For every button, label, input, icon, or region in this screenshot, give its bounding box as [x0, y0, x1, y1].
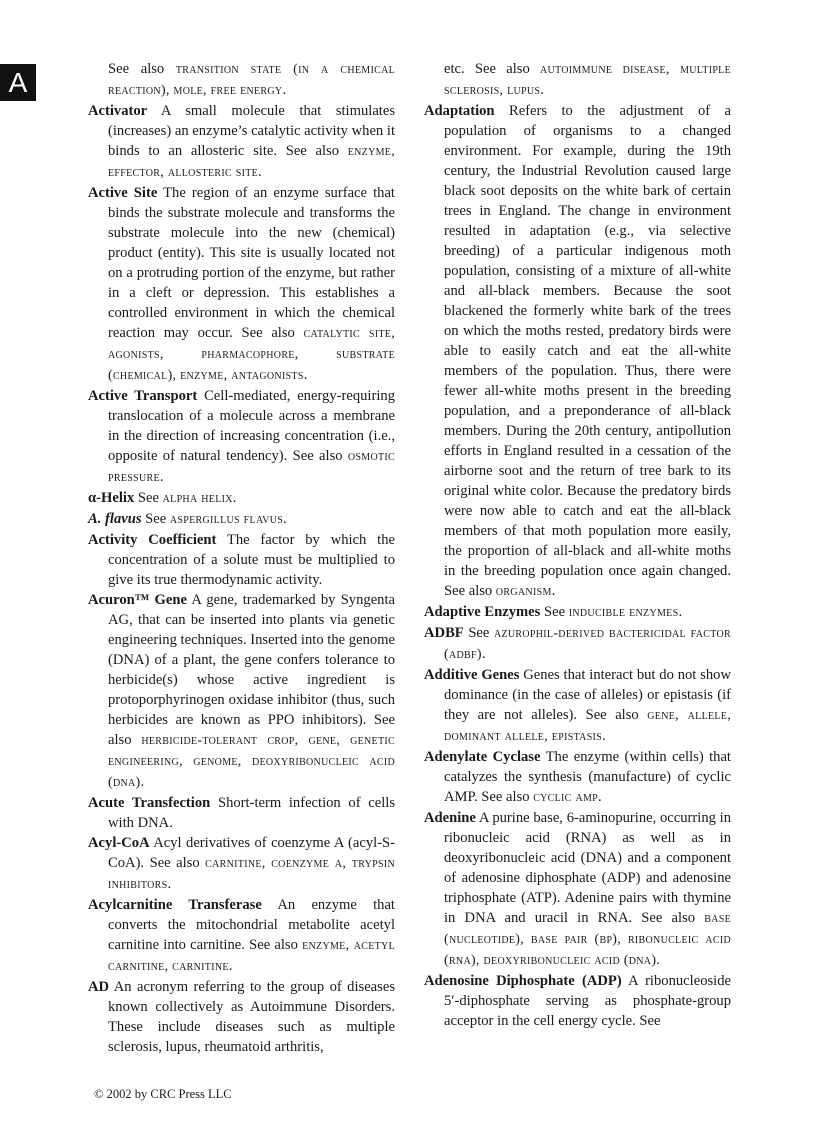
left-column [88, 59, 395, 1057]
entry-term: Adenylate Cyclase [424, 749, 541, 765]
entry-end-punctuation: . [232, 490, 237, 506]
entry-term: Adaptation [424, 103, 495, 119]
dictionary-entry [424, 971, 731, 1031]
dictionary-entry [88, 793, 395, 833]
entry-term: Additive Genes [424, 667, 520, 683]
cross-reference: autoimmune disease, multiple sclerosis, lupus [444, 62, 731, 98]
entry-end-punctuation: . [602, 728, 606, 744]
entry-term: Adaptive Enzymes [424, 604, 541, 620]
entry-term: Active Site [88, 185, 158, 201]
entry-term: A. flavus [88, 511, 142, 527]
entry-definition: etc. See also [444, 61, 540, 77]
right-column [424, 59, 731, 1031]
dictionary-entry [88, 530, 395, 590]
entry-end-punctuation: . [598, 789, 602, 805]
cross-reference: enzyme, effector, allosteric site [108, 144, 395, 180]
entry-definition: See [145, 511, 170, 527]
cross-reference: enzyme, acetyl carnitine, carnitine [108, 938, 395, 974]
cross-reference: azurophil-derived bactericidal factor (adbf) [444, 626, 731, 662]
entry-term: Adenosine Diphosphate (ADP) [424, 973, 622, 989]
entry-term: AD [88, 979, 110, 995]
entry-definition: Acyl derivatives of coenzyme A (acyl-S-CoA). See also [108, 835, 396, 871]
entry-definition: Cell-mediated, energy-requiring translocation of a molecule across a membrane in the direction of increasing concentration (i.e., opposite of natural tendency). See also [108, 388, 395, 464]
entry-definition: A small molecule that stimulates (increases) an enzyme’s catalytic activity when it binds to an allosteric site. See also [108, 103, 396, 159]
entry-continuation [88, 59, 395, 101]
entry-definition: Short-term infection of cells with DNA. [108, 795, 395, 831]
cross-reference: aspergillus flavus [169, 512, 284, 527]
entry-definition: See [137, 490, 163, 506]
cross-reference: base (nucleotide), base pair (bp), ribonucleic acid (rna), deoxyribonucleic acid (dna) [444, 911, 731, 968]
cross-reference: osmotic pressure [108, 449, 395, 485]
entry-definition: A gene, trademarked by Syngenta AG, that can be inserted into plants via genetic engineering techniques. Inserted into the genome (DNA) of a plant, the gene confers tolerance to herbicide(s) whose active ingredient is protoporphyrinogen oxidase inhibitor (thus, such herbicides are known as PPO inhibitors). See also [108, 592, 396, 748]
dictionary-entry [424, 101, 731, 602]
dictionary-entry [88, 590, 395, 793]
entry-end-punctuation: . [656, 952, 660, 968]
entry-end-punctuation: . [258, 164, 262, 180]
section-letter-tab: A [0, 64, 36, 101]
dictionary-entry [88, 509, 395, 530]
entry-term: ADBF [424, 625, 464, 641]
dictionary-entry [424, 665, 731, 747]
copyright-footer: © 2002 by CRC Press LLC [94, 1087, 232, 1101]
dictionary-entry [88, 833, 395, 895]
cross-reference: alpha helix [162, 491, 233, 506]
entry-definition: Genes that interact but do not show dominance (in the case of alleles) or epistasis (if they are not alleles). See also [444, 667, 731, 723]
cross-reference: transition state (in a chemical reaction), mole, free energy [108, 62, 395, 98]
entry-definition: An enzyme that converts the mitochondrial metabolite acetyl carnitine into carnitine. See also [108, 897, 395, 953]
entry-end-punctuation: . [540, 82, 544, 98]
entry-end-punctuation: . [282, 82, 287, 98]
dictionary-entry [88, 101, 395, 183]
entry-term: Activity Coefficient [88, 532, 217, 548]
dictionary-entry [88, 183, 395, 386]
cross-reference: cyclic amp [533, 790, 599, 805]
dictionary-entry [424, 602, 731, 623]
entry-term: α-Helix [88, 490, 135, 506]
entry-definition: See [544, 604, 569, 620]
cross-reference: herbicide-tolerant crop, gene, genetic engineering, genome, deoxyribonucleic acid (dna) [108, 733, 395, 790]
entry-term: Acylcarnitine Transferase [88, 897, 262, 913]
entry-definition: The region of an enzyme surface that binds the substrate molecule and transforms the substrate molecule into the new (chemical) product (entity). This site is usually located not on a protruding portion of the enzyme, but rather in a cleft or depression. This establishes a controlled environment in which the chemical reaction may occur. See also [108, 185, 395, 341]
entry-end-punctuation: . [678, 604, 683, 620]
entry-end-punctuation: . [228, 958, 233, 974]
cross-reference: inducible enzymes [568, 605, 679, 620]
entry-end-punctuation: . [303, 367, 308, 383]
cross-reference: carnitine, coenzyme a, trypsin inhibitors [108, 856, 396, 892]
entry-end-punctuation: . [159, 469, 164, 485]
dictionary-entry [424, 808, 731, 971]
entry-definition: An acronym referring to the group of diseases known collectively as Autoimmune Disorders. These include diseases such as multiple sclerosis, lupus, rheumatoid arthritis, [108, 979, 395, 1055]
dictionary-entry [424, 747, 731, 808]
entry-end-punctuation: . [140, 774, 145, 790]
dictionary-entry [88, 895, 395, 977]
entry-definition: The factor by which the concentration of a solute must be multiplied to give its true thermodynamic activity. [108, 532, 395, 588]
entry-term: Activator [88, 103, 148, 119]
dictionary-entry [88, 488, 395, 509]
entry-term: Acuron™ Gene [88, 592, 187, 608]
dictionary-entry [88, 386, 395, 488]
cross-reference: catalytic site, agonists, pharmacophore, substrate (chemical), enzyme, antagonists [108, 326, 395, 383]
entry-end-punctuation: . [167, 876, 172, 892]
entry-end-punctuation: . [551, 583, 556, 599]
entry-term: Adenine [424, 810, 476, 826]
dictionary-entry [424, 623, 731, 665]
entry-definition: Refers to the adjustment of a population of organisms to a changed environment. For example, during the 19th century, the Industrial Revolution caused large black soot deposits on the white bark of certain trees in England. The change in environment resulted in adaptation (e.g., via selective breeding) of a particular indigenous moth population, consisting of a mixture of all-white and all-black members. Because the soot blackened the formerly white bark of the trees on which the moths rested, predatory birds were able to easily catch and eat the all-white members of the population. Thus, there were fewer all-white moths present in the breeding population, and a preponderance of all-black members. During the 20th century, antipollution efforts in England resulted in a cessation of the airborne soot and the return of tree bark to its original white color. Because the predatory birds were now able to catch and eat the all-black members of that moth population more easily, the proportion of all-black and all-white moths in the breeding population once again changed. See also [444, 103, 731, 599]
entry-definition: See [468, 625, 494, 641]
entry-term: Active Transport [88, 388, 198, 404]
dictionary-entry [88, 977, 395, 1057]
cross-reference: organism [495, 584, 552, 599]
cross-reference: gene, allele, dominant allele, epistasis [444, 708, 732, 744]
entry-definition: A purine base, 6-aminopurine, occurring in ribonucleic acid (RNA) as well as in deoxyribonucleic acid (DNA) and a component of adenosine diphosphate (ADP) and adenosine triphosphate (ATP). Adenine pairs with thymine in DNA and uracil in RNA. See also [444, 810, 732, 926]
entry-definition: See also [108, 61, 176, 77]
entry-definition: The enzyme (within cells) that catalyzes the synthesis (manufacture) of cyclic AMP. See also [444, 749, 731, 805]
entry-end-punctuation: . [481, 646, 486, 662]
entry-term: Acute Transfection [88, 795, 211, 811]
entry-term: Acyl-CoA [88, 835, 150, 851]
entry-definition: A ribonucleoside 5′-diphosphate serving as phosphate-group acceptor in the cell energy cycle. See [444, 973, 731, 1029]
entry-continuation [424, 59, 731, 101]
entry-end-punctuation: . [283, 511, 287, 527]
